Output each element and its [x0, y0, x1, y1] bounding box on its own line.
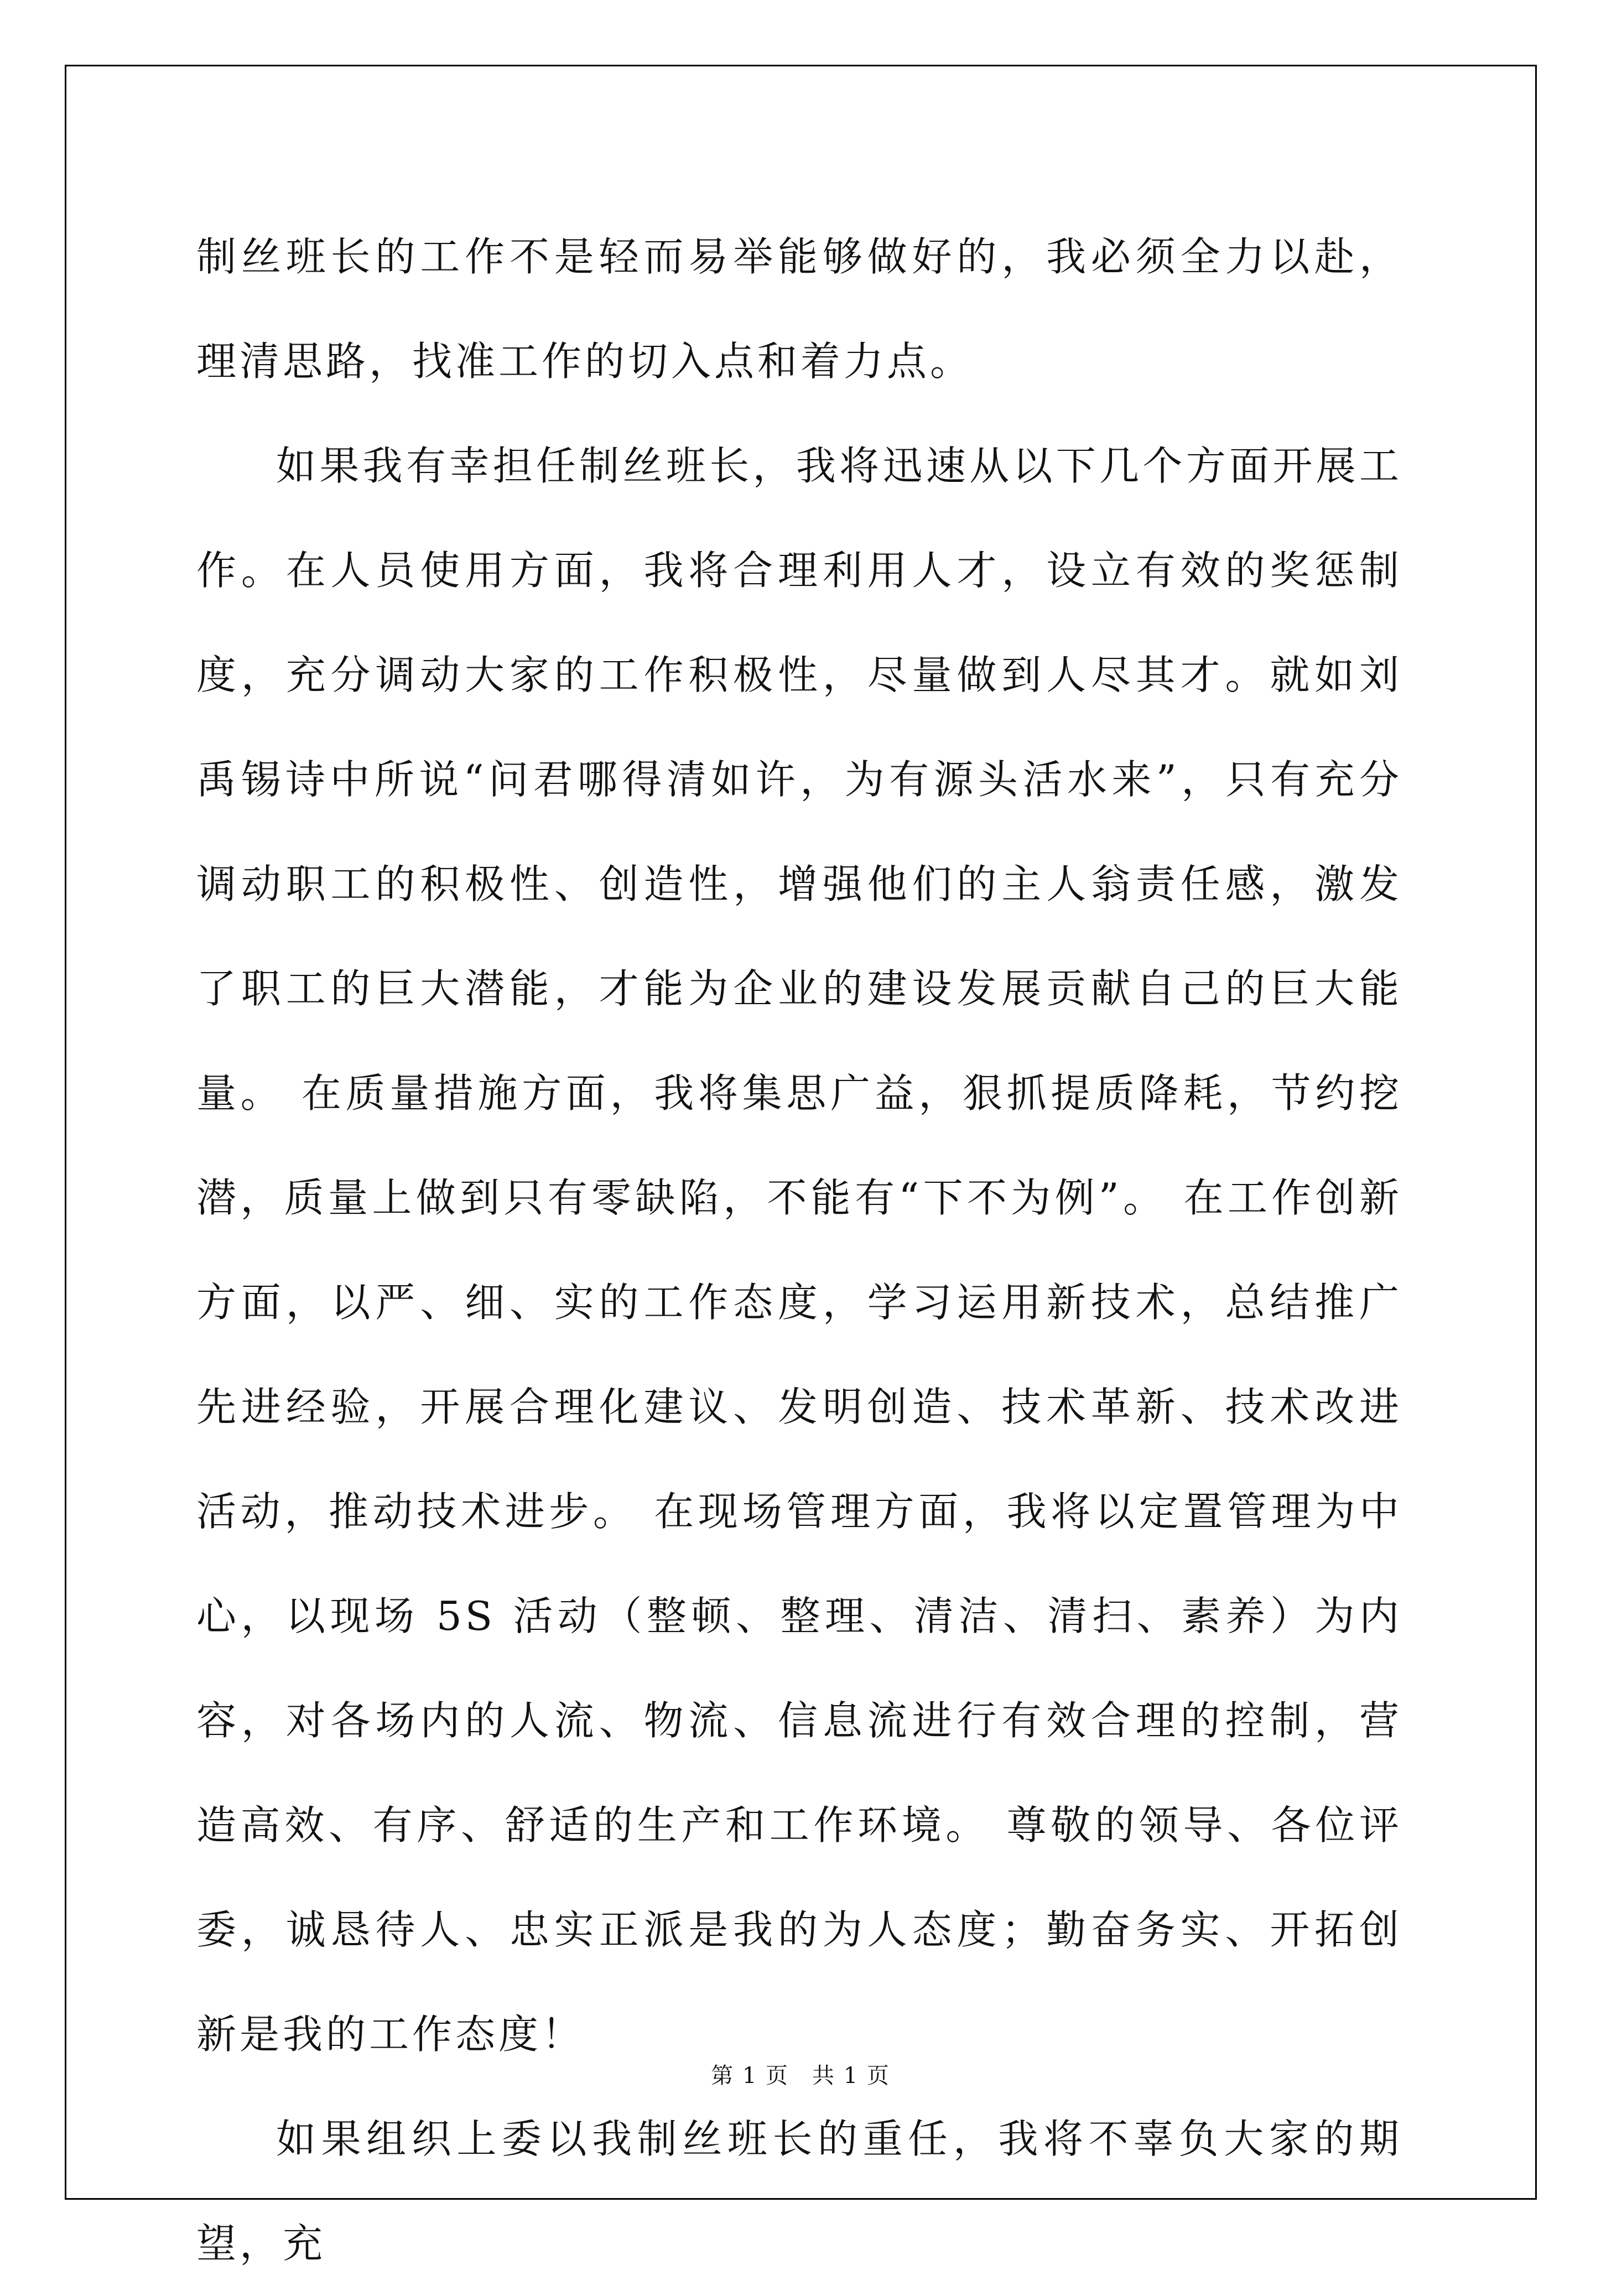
paragraph-1: 制丝班长的工作不是轻而易举能够做好的，我必须全力以赴，理清思路，找准工作的切入点和着力点。 [196, 233, 1402, 385]
page-number-footer: 第 1 页 共 1 页 [711, 2063, 890, 2089]
paragraph-2: 如果我有幸担任制丝班长，我将迅速从以下几个方面开展工作。在人员使用方面，我将合理利用人才，设立有效的奖惩制度，充分调动大家的工作积极性，尽量做到人尽其才。就如刘禹锡诗中所说“问君哪得清如许，为有源头活水来”，只有充分调动职工的积极性、创造性，增强他们的主人翁责任感，激发了职工的巨大潜能，才能为企业的建设发展贡献自己的巨大能量。 在质量措施方面，我将集思广益，狠抓提质降耗，节约挖潜，质量上做到只有零缺陷，不能有“下不为例”。 在工作创新方面，以严、细、实的工作态度，学习运用新技术，总结推广先进经验，开展合理化建议、发明创造、技术革新、技术改进活动，推动技术进步。 在现场管理方面，我将以定置管理为中心，以现场 5S 活动（整顿、整理、清洁、清扫、素养）为内容，对各场内的人流、物流、信息流进行有效合理的控制，营造高效、有序、舒适的生产和工作环境。 尊敬的领导、各位评委，诚恳待人、忠实正派是我的为人态度；勤奋务实、开拓创新是我的工作态度！ [196, 443, 1402, 2058]
document-body [196, 205, 1402, 2296]
paragraph-3: 如果组织上委以我制丝班长的重任，我将不辜负大家的期望，充 [196, 2116, 1402, 2267]
